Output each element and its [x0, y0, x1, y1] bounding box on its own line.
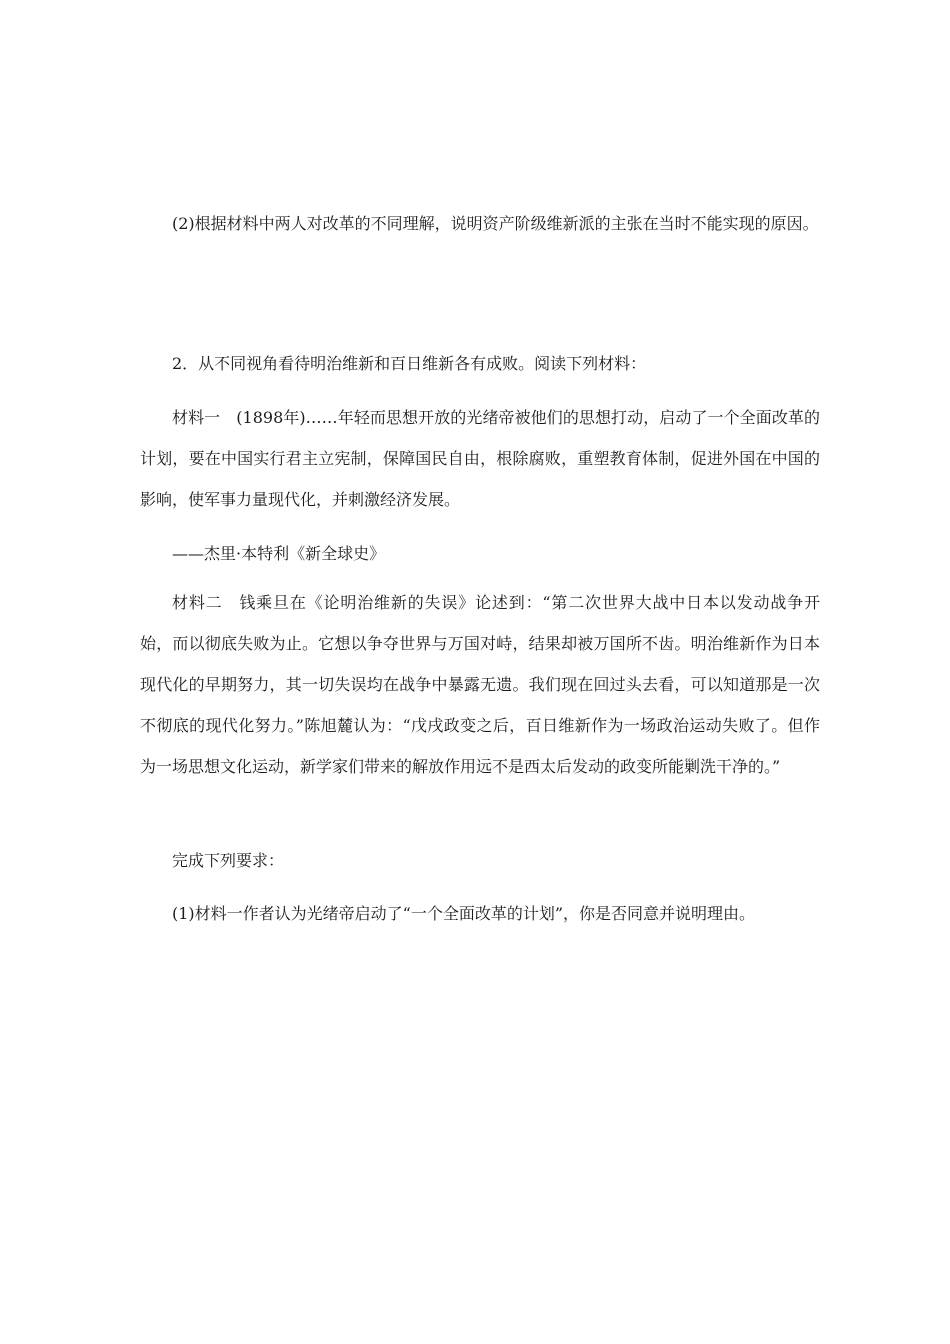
material-2-text: 材料二 钱乘旦在《论明治维新的失误》论述到：“第二次世界大战中日本以发动战争开始，而以彻底失败为止。它想以争夺世界与万国对峙，结果却被万国所不齿。明治维新作为日本现代化的早期努力，其一切失误均在战争中暴露无遗。我们现在回过头去看，可以知道那是一次不彻底的现代化努力。”陈旭麓认为：“戊戌政变之后，百日维新作为一场政治运动失败了。但作为一场思想文化运动，新学家们带来的解放作用远不是西太后发动的政变所能剿洗干净的。” [140, 593, 820, 776]
question-2-intro: 2．从不同视角看待明治维新和百日维新各有成败。阅读下列材料： [172, 354, 647, 373]
material-1-text: 材料一 (1898年)……年轻而思想开放的光绪帝被他们的思想打动，启动了一个全面改革的计划，要在中国实行君主立宪制，保障国民自由，根除腐败，重塑教育体制，促进外国在中国的影响，使军事力量现代化，并刺激经济发展。 [140, 408, 820, 509]
requirements-heading: 完成下列要求： [172, 851, 285, 870]
question-2-part-1: (1)材料一作者认为光绪帝启动了“一个全面改革的计划”，你是否同意并说明理由。 [172, 904, 756, 923]
question-1-part-2: (2)根据材料中两人对改革的不同理解，说明资产阶级维新派的主张在当时不能实现的原因。 [172, 214, 819, 233]
material-1-source: ——杰里·本特利《新全球史》 [172, 544, 386, 563]
